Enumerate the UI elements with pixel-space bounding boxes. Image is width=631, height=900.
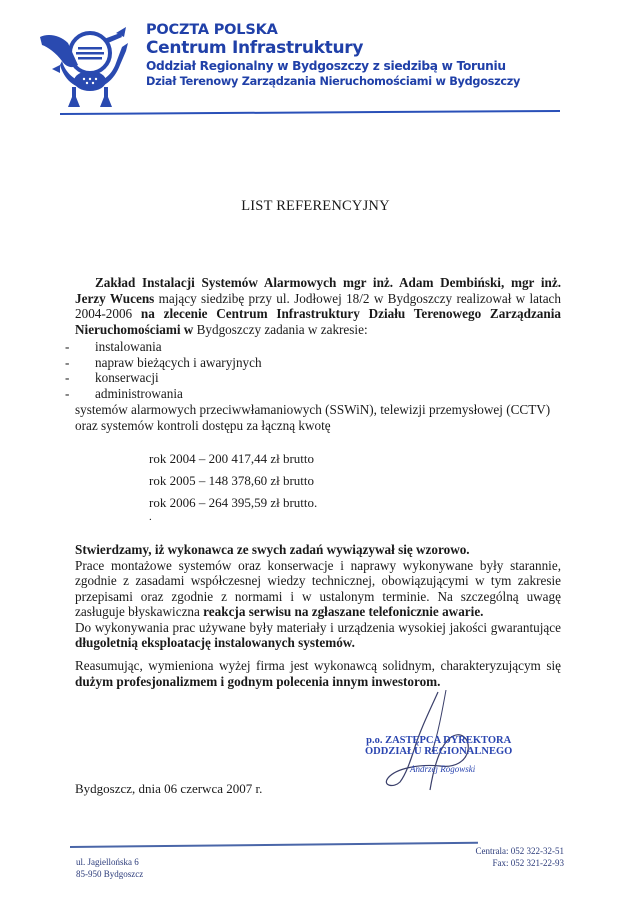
amount-2005: rok 2005 – 148 378,60 zł brutto [149,473,315,488]
dash-bullet: - [65,339,70,354]
assessment-paragraph [75,542,561,651]
list-item-label: administrowania [95,385,183,401]
amounts-list [149,449,317,515]
assessment-highlight: reakcja serwisu na zgłaszane telefonicznie awarie. [203,604,484,619]
post-horn-icon [38,25,134,111]
list-item [65,370,262,386]
letterhead-department: Dział Terenowy Zarządzania Nieruchomościami w Bydgoszczy [146,75,521,88]
address-city: 85-950 Bydgoszcz [76,869,144,879]
systems-paragraph: systemów alarmowych przeciwwłamaniowych (SSWiN), telewizji przemysłowej (CCTV) oraz systemów kontroli dostępu za łączną kwotę [75,402,551,433]
amount-2006: rok 2006 – 264 395,59 zł brutto. [149,495,318,510]
contractor-name: Zakład Instalacji Systemów Alarmowych mgr inż. Adam Dembiński, mgr inż. Jerzy Wucens [75,275,561,306]
client-name: na zlecenie Centrum Infrastruktury Działu Terenowego Zarządzania Nieruchomościami w [75,306,561,337]
stray-dot: . [149,511,152,523]
scope-list [65,339,262,401]
dash-bullet: - [65,354,70,370]
letterhead-divider [60,110,560,115]
footer-address [76,856,143,880]
list-item-label: konserwacji [95,370,159,385]
footer-contact [470,845,564,869]
place-date: Bydgoszcz, dnia 06 czerwca 2007 r. [75,781,263,796]
fax-number: Fax: 052 321-22-93 [492,858,564,868]
stamp-title: p.o. ZASTĘPCA DYREKTORA [366,735,512,746]
list-item [65,355,262,371]
intro-paragraph [75,275,561,337]
official-stamp [365,735,512,757]
list-item-label: napraw bieżących i awaryjnych [95,354,262,370]
dash-bullet: - [65,385,70,401]
footer-divider [70,842,478,848]
assessment-statement: Stwierdzamy, iż wykonawca ze swych zadań wywiązywał się wzorowo. [75,542,470,557]
letterhead-branch: Oddział Regionalny w Bydgoszczy z siedzibą w Toruniu [146,59,506,73]
document-title: LIST REFERENCYJNY [241,198,390,214]
phone-number: Centrala: 052 322-32-51 [475,846,564,856]
amount-2004: rok 2004 – 200 417,44 zł brutto [149,451,315,466]
materials-highlight: długoletnią eksploatację instalowanych systemów. [75,635,355,650]
materials-text: Do wykonywania prac używane były materiały i urządzenia wysokiej jakości gwarantujące [75,619,561,635]
summary-highlight: dużym profesjonalizmem i godnym polecenia innym inwestorom. [75,673,441,689]
intro-text-2: Bydgoszczy zadania w zakresie: [193,321,368,337]
intro-text: mający siedzibę przy ul. Jodłowej 18/2 w Bydgoszczy realizował w latach 2004-2006 [75,290,561,321]
assessment-text: Prace montażowe systemów oraz konserwacje i naprawy wykonywane były starannie, zgodnie z zasadami współczesnej wiedzy technicznej, obowiązującymi w tym zakresie przepisami oraz zgodnie z normami i w ustalonym terminie. Na szczególną uwagę zasługuje błyskawiczna [75,557,561,619]
summary-paragraph [75,658,561,689]
list-item [65,339,262,355]
stamp-department: ODDZIAŁU REGIONALNEGO [365,746,513,757]
address-street: ul. Jagiellońska 6 [76,857,139,867]
letterhead-unit: Centrum Infrastruktury [146,38,364,58]
letterhead-org: POCZTA POLSKA [146,22,278,38]
summary-text: Reasumując, wymieniona wyżej firma jest wykonawcą solidnym, charakteryzującym się [75,658,561,673]
list-item-label: instalowania [95,339,162,354]
stamp-name: Andrzej Rogowski [410,764,476,774]
list-item [65,386,262,402]
dash-bullet: - [65,370,70,385]
